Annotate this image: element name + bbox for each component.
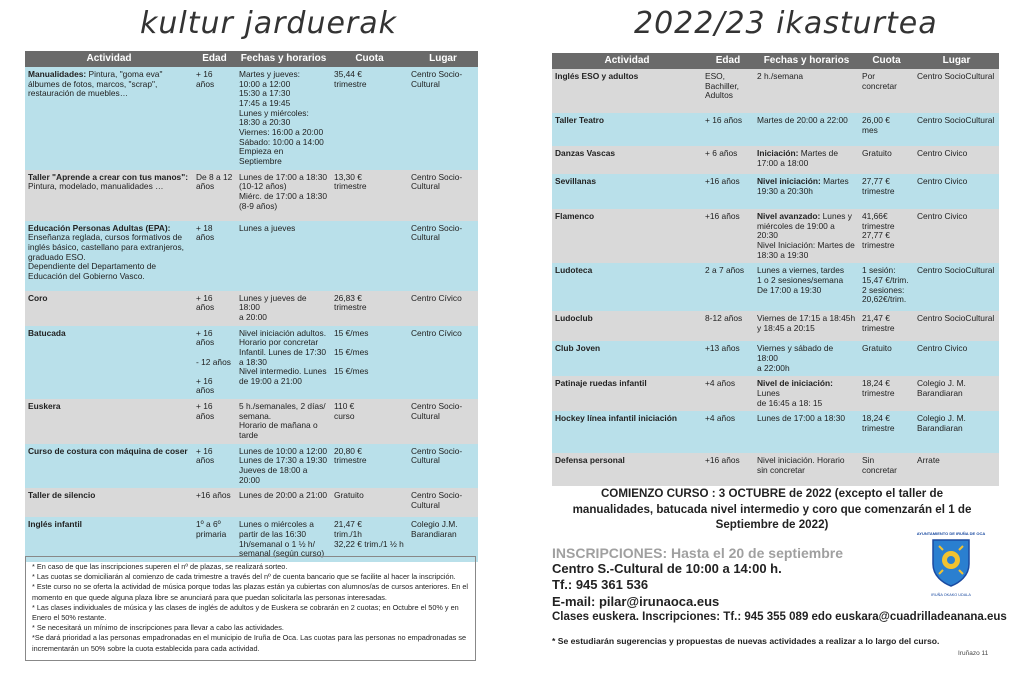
activity-name: Manualidades: [28, 69, 87, 79]
activity-name: Inglés infantil [28, 519, 82, 530]
fechas-cell [754, 69, 859, 113]
cuota-value: 110 € curso [334, 401, 355, 421]
fechas-value: Lunes de 17:00 a 18:30 (10-12 años) Miérc. de 17:00 a 18:30 (8-9 años) [239, 171, 328, 211]
header-fechas: Fechas y horarios [236, 51, 331, 67]
lugar-cell [408, 399, 478, 444]
edad-cell [702, 376, 754, 411]
cuota-cell [331, 444, 408, 489]
cuota-value: 20,80 € trimestre [334, 445, 367, 466]
cuota-value: 27,77 € trimestre [862, 176, 895, 196]
cuota-value: Por concretar [862, 71, 897, 91]
edad-value: + 18 años [196, 222, 215, 243]
activity-description: Pintura, modelado, manualidades … [28, 181, 164, 192]
edad-value: +4 años [705, 378, 736, 389]
fechas-cell [236, 399, 331, 444]
table-row [25, 170, 478, 221]
edad-value: + 16 años [196, 401, 215, 421]
edad-cell [702, 69, 754, 113]
edad-cell [702, 263, 754, 311]
activity-name: Ludoteca [555, 265, 593, 276]
activity-name: Batucada [28, 327, 66, 338]
activity-cell [25, 291, 193, 326]
lugar-value: Centro SocioCultural [917, 265, 995, 276]
lugar-cell [914, 209, 999, 263]
edad-value: +16 años [196, 490, 231, 501]
fechas-level: Nivel de iniciación: [757, 378, 833, 389]
cuota-cell [859, 263, 914, 311]
activity-cell [552, 69, 702, 113]
table-row [25, 67, 478, 170]
table-row [552, 209, 999, 263]
registration-email: E-mail: pilar@irunaoca.eus [552, 593, 720, 609]
activity-cell [552, 113, 702, 146]
header-edad: Edad [702, 53, 754, 69]
municipal-crest [916, 531, 986, 597]
lugar-value: Centro Socio- Cultural [411, 69, 463, 89]
fechas-value: Lunes de 17:00 a 18:30 [757, 413, 846, 424]
activity-cell [25, 326, 193, 400]
table-row [552, 69, 999, 113]
cuota-cell [859, 411, 914, 453]
edad-cell [702, 341, 754, 376]
shield-icon [929, 536, 973, 588]
edad-cell [193, 291, 236, 326]
lugar-cell [408, 444, 478, 489]
table-row [552, 311, 999, 341]
fechas-value: 5 h./semanales, 2 días/ semana. Horario de mañana o tarde [239, 401, 326, 441]
activity-name: Taller Teatro [555, 115, 605, 125]
fechas-value: Lunes y miércoles de 19:00 a 20:30 Nivel Iniciación: Martes de 18:30 a 19:30 [757, 211, 855, 260]
activity-name: Taller de silencio [28, 490, 96, 501]
lugar-cell [408, 326, 478, 400]
table-row [552, 113, 999, 146]
table-row [25, 291, 478, 326]
activity-description: Enseñanza reglada, cursos formativos de inglés básico, castellano para extranjeros, graduado ESO. Dependiente del Departamento de Educación del Gobierno Vasco. [28, 232, 184, 281]
crest-bottom-text: IRUÑA OKAKO UDALA [931, 593, 971, 597]
edad-cell [702, 311, 754, 341]
lugar-value: Centro Socio- Cultural [411, 401, 463, 421]
cuota-cell [331, 326, 408, 400]
edad-value: +16 años [705, 176, 740, 186]
cuota-cell [859, 376, 914, 411]
lugar-cell [914, 174, 999, 209]
lugar-cell [408, 67, 478, 170]
fechas-cell [754, 174, 859, 209]
left-page-title: kultur jarduerak [140, 6, 398, 41]
edad-value: 8-12 años [705, 313, 743, 324]
activity-cell [552, 174, 702, 209]
activity-name: Defensa personal [555, 455, 625, 466]
fechas-value: Lunes y jueves de 18:00 a 20:00 [239, 292, 307, 322]
edad-value: 2 a 7 años [705, 265, 745, 276]
table-row [25, 444, 478, 489]
edad-cell [702, 453, 754, 486]
edad-value: +16 años [705, 211, 740, 221]
fechas-cell [754, 146, 859, 174]
header-cuota: Cuota [859, 53, 914, 69]
lugar-cell [914, 411, 999, 453]
cuota-value: Gratuito [862, 343, 892, 354]
table-row [25, 488, 478, 517]
lugar-cell [914, 341, 999, 376]
lugar-cell [914, 453, 999, 486]
lugar-value: Colegio J. M. Barandiaran [917, 413, 966, 433]
fechas-value: Viernes y sábado de 18:00 a 22:00h [757, 343, 834, 373]
fechas-cell [754, 376, 859, 411]
lugar-value: Centro Civico [917, 176, 968, 186]
fechas-value: Lunes de 16:45 a 18: 15 [757, 387, 823, 408]
fechas-cell [754, 341, 859, 376]
page-number: Iruñazo 11 [958, 650, 989, 657]
activity-name: Patinaje ruedas infantil [555, 378, 647, 389]
fechas-cell [754, 209, 859, 263]
edad-cell [702, 113, 754, 146]
cuota-cell [859, 453, 914, 486]
lugar-cell [914, 311, 999, 341]
activity-cell [25, 488, 193, 517]
lugar-value: Centro Cívico [411, 292, 462, 303]
table-row [552, 263, 999, 311]
left-activities-table [25, 51, 478, 562]
edad-cell [702, 411, 754, 453]
registration-centro: Centro S.-Cultural de 10:00 a 14:00 h. [552, 561, 782, 576]
edad-value: + 16 años [196, 292, 215, 313]
cuota-cell [859, 341, 914, 376]
note-line: *Se dará prioridad a las personas empadronadas en el municipio de Iruña de Oca. Las cuotas para las personas no empadronadas se incrementarán un 50% sobre la cuota establecida para cada actividad. [32, 633, 467, 653]
edad-cell [193, 488, 236, 517]
cuota-value: 18,24 € trimestre [862, 378, 895, 398]
fechas-level: Nivel avanzado: [757, 211, 821, 221]
footnote: * Se estudiarán sugerencias y propuestas de nuevas actividades a realizar a lo largo del curso. [552, 636, 940, 646]
cuota-value: Gratuito [334, 490, 364, 501]
activity-name: Ludoclub [555, 313, 593, 324]
fechas-cell [236, 67, 331, 170]
note-line: * En caso de que las inscripciones superen el nº de plazas, se realizará sorteo. [32, 562, 288, 571]
lugar-value: Centro Civico [917, 343, 968, 354]
fechas-cell [236, 326, 331, 400]
note-line: * Las cuotas se domiciliarán al comienzo de cada trimestre a través del nº de cuenta bancario que se facilite al hacer la inscripción. [32, 572, 456, 582]
lugar-value: Centro SocioCultural [917, 313, 995, 324]
cuota-cell [859, 174, 914, 209]
lugar-value: Centro Socio- Cultural [411, 171, 463, 192]
cuota-value: 13,30 € trimestre [334, 171, 367, 192]
cuota-value: 1 sesión: 15,47 €/trim. 2 sesiones: 20,62€/trim. [862, 265, 909, 305]
registration-euskera: Clases euskera. Inscripciones: Tf.: 945 355 089 edo euskara@cuadrilladeanana.eus [552, 610, 1007, 623]
edad-cell [702, 174, 754, 209]
edad-value: + 16 años [196, 69, 215, 89]
note-line: * Se necesitará un mínimo de inscripciones para llevar a cabo las actividades. [32, 623, 284, 633]
cuota-cell [859, 146, 914, 174]
lugar-value: Arrate [917, 455, 940, 466]
lugar-value: Colegio J. M. Barandiaran [917, 378, 966, 398]
activity-cell [552, 263, 702, 311]
activity-name: Coro [28, 292, 48, 303]
table-row [552, 453, 999, 486]
activity-name: Hockey línea infantil iniciación [555, 413, 677, 424]
fechas-value: Lunes o miércoles a partir de las 16:30 1h/semanal o 1 ½ h/ semanal (según curso) [239, 519, 325, 559]
edad-cell [193, 170, 236, 221]
edad-value: +4 años [705, 413, 736, 424]
edad-value: + 16 años [196, 445, 215, 466]
activity-name: Sevillanas [555, 176, 596, 186]
cuota-value: 35,44 € trimestre [334, 69, 367, 89]
cuota-value: 26,00 € mes [862, 115, 890, 135]
lugar-cell [914, 69, 999, 113]
cuota-value: 21,47 € trimestre [862, 313, 895, 333]
activity-name: Educación Personas Adultas (EPA): [28, 222, 171, 233]
fechas-value: Martes 19:30 a 20:30h [757, 176, 849, 196]
activity-name: Flamenco [555, 211, 595, 221]
fechas-cell [754, 453, 859, 486]
edad-cell [702, 146, 754, 174]
edad-value: 1º a 6º primaria [196, 519, 227, 540]
edad-value: + 16 años [705, 115, 743, 125]
activity-cell [552, 453, 702, 486]
fechas-cell [754, 263, 859, 311]
fechas-cell [236, 170, 331, 221]
header-edad: Edad [193, 51, 236, 67]
cuota-cell [331, 67, 408, 170]
fechas-level: Iniciación: [757, 148, 799, 158]
edad-value: ESO, Bachiller, Adultos [705, 71, 739, 101]
cuota-cell [331, 488, 408, 517]
table-header-row [552, 53, 999, 69]
edad-value: + 6 años [705, 148, 738, 158]
header-actividad: Actividad [25, 51, 193, 67]
edad-cell [193, 399, 236, 444]
lugar-cell [914, 263, 999, 311]
notes-box [25, 556, 476, 661]
cuota-cell [859, 113, 914, 146]
fechas-value: Martes de 17:00 a 18:00 [757, 148, 838, 168]
lugar-cell [408, 221, 478, 291]
lugar-cell [914, 146, 999, 174]
cuota-cell [859, 69, 914, 113]
fechas-value: Lunes a jueves [239, 222, 296, 233]
lugar-value: Centro Cívico [411, 327, 462, 338]
lugar-cell [408, 488, 478, 517]
cuota-cell [331, 399, 408, 444]
activity-name: Club Joven [555, 343, 601, 354]
lugar-value: Colegio J.M. Barandiaran [411, 519, 458, 540]
activity-name: Curso de costura con máquina de coser [28, 445, 188, 456]
edad-value: De 8 a 12 años [196, 171, 233, 192]
edad-cell [193, 221, 236, 291]
lugar-value: Centro Civico [917, 211, 968, 221]
fechas-value: Viernes de 17:15 a 18:45h y 18:45 a 20:15 [757, 313, 856, 333]
activity-cell [552, 411, 702, 453]
fechas-value: 2 h./semana [757, 71, 804, 81]
note-line: * Las clases individuales de música y las clases de inglés de adultos y de Euskera se cobrarán en 2 cuotas; en Octubre el 50% y en Enero el 50% restante. [32, 602, 459, 623]
cuota-cell [859, 311, 914, 341]
activity-name: Taller "Aprende a crear con tus manos": [28, 171, 188, 182]
header-cuota: Cuota [331, 51, 408, 67]
table-header-row [25, 51, 478, 67]
activity-name: Inglés ESO y adultos [555, 71, 639, 81]
edad-value: + 16 años - 12 años + 16 años [196, 327, 231, 396]
cuota-value: Gratuito [862, 148, 892, 158]
fechas-value: Nivel iniciación adultos. Horario por concretar Infantil. Lunes de 17:30 a 18:30 Nivel intermedio. Lunes de 19:00 a 21:00 [239, 327, 327, 386]
edad-cell [193, 67, 236, 170]
table-row [25, 399, 478, 444]
activity-cell [25, 399, 193, 444]
lugar-value: Centro SocioCultural [917, 115, 995, 125]
crest-top-text: AYUNTAMIENTO DE IRUÑA DE OCA [916, 531, 986, 536]
cuota-value: 21,47 € trim./1h 32,22 € trim./1 ½ h [334, 519, 404, 549]
fechas-level: Nivel iniciación: [757, 176, 821, 186]
cuota-cell [859, 209, 914, 263]
edad-cell [193, 444, 236, 489]
table-row [552, 174, 999, 209]
fechas-value: Martes y jueves: 10:00 a 12:00 15:30 a 17:30 17:45 a 19:45 Lunes y miércoles: 18:30 a 20:30 Viernes: 16:00 a 20:00 Sábado: 10:00 a 14:00 Empieza en Septiembre [239, 69, 324, 166]
fechas-cell [236, 291, 331, 326]
activity-cell [552, 376, 702, 411]
right-activities-table [552, 53, 999, 486]
note-line: * Este curso no se oferta la actividad de música porque todas las plazas están ya cubiertas con alumnos/as de cursos anteriores. En el momento en que quede alguna plaza libre se anunciará para que puedan solicitarla las personas interesadas. [32, 582, 469, 602]
table-row [552, 341, 999, 376]
activity-cell [25, 444, 193, 489]
lugar-value: Centro SocioCultural [917, 71, 995, 81]
table-row [25, 221, 478, 291]
fechas-cell [754, 113, 859, 146]
lugar-cell [408, 291, 478, 326]
edad-value: +13 años [705, 343, 740, 354]
activity-cell [25, 221, 193, 291]
course-start-notice: COMIENZO CURSO : 3 OCTUBRE de 2022 (excepto el taller de manualidades, batucada nivel intermedio y coro que comenzarán el 1 de Septiembre de 2022) [572, 487, 972, 532]
cuota-cell [331, 221, 408, 291]
table-row [552, 146, 999, 174]
header-fechas: Fechas y horarios [754, 53, 859, 69]
cuota-cell [331, 170, 408, 221]
fechas-value: Martes de 20:00 a 22:00 [757, 115, 848, 125]
activity-name: Danzas Vascas [555, 148, 616, 158]
table-row [552, 376, 999, 411]
fechas-value: Lunes de 10:00 a 12:00 Lunes de 17:30 a 19:30 Jueves de 18:00 a 20:00 [239, 445, 328, 485]
cuota-value: 41,66€ trimestre 27,77 € trimestre [862, 211, 895, 250]
activity-cell [552, 341, 702, 376]
activity-cell [552, 209, 702, 263]
lugar-value: Centro Socio- Cultural [411, 445, 463, 466]
cuota-value: 15 €/mes 15 €/mes 15 €/mes [334, 327, 369, 377]
activity-name: Euskera [28, 401, 61, 412]
registration-phone: Tf.: 945 361 536 [552, 577, 649, 593]
header-lugar: Lugar [408, 51, 478, 67]
edad-value: +16 años [705, 455, 740, 466]
fechas-cell [236, 488, 331, 517]
lugar-value: Centro Civico [917, 148, 968, 158]
cuota-cell [331, 291, 408, 326]
activity-cell [25, 170, 193, 221]
lugar-cell [408, 170, 478, 221]
table-row [552, 411, 999, 453]
lugar-value: Centro Socio- Cultural [411, 222, 463, 243]
fechas-cell [754, 411, 859, 453]
fechas-cell [236, 444, 331, 489]
table-row [25, 326, 478, 400]
activity-cell [25, 67, 193, 170]
cuota-value: Sin concretar [862, 455, 897, 475]
right-page-title: 2022/23 ikasturtea [634, 6, 938, 41]
lugar-value: Centro Socio- Cultural [411, 490, 463, 511]
lugar-cell [914, 113, 999, 146]
cuota-value: 26,83 € trimestre [334, 292, 367, 313]
fechas-cell [236, 221, 331, 291]
activity-cell [552, 311, 702, 341]
edad-cell [702, 209, 754, 263]
header-lugar: Lugar [914, 53, 999, 69]
header-actividad: Actividad [552, 53, 702, 69]
activity-cell [552, 146, 702, 174]
activity-description: Pintura, "goma eva" álbumes de fotos, marcos, "scrap", restauración de muebles… [28, 69, 163, 99]
cuota-value: 18,24 € trimestre [862, 413, 895, 433]
fechas-value: Nivel iniciación. Horario sin concretar [757, 455, 845, 475]
fechas-value: Lunes de 20:00 a 21:00 [239, 490, 328, 501]
registration-heading: INSCRIPCIONES: Hasta el 20 de septiembre [552, 545, 843, 561]
lugar-cell [914, 376, 999, 411]
fechas-cell [754, 311, 859, 341]
edad-cell [193, 326, 236, 400]
fechas-value: Lunes a viernes, tardes 1 o 2 sesiones/semana De 17:00 a 19:30 [757, 265, 845, 295]
